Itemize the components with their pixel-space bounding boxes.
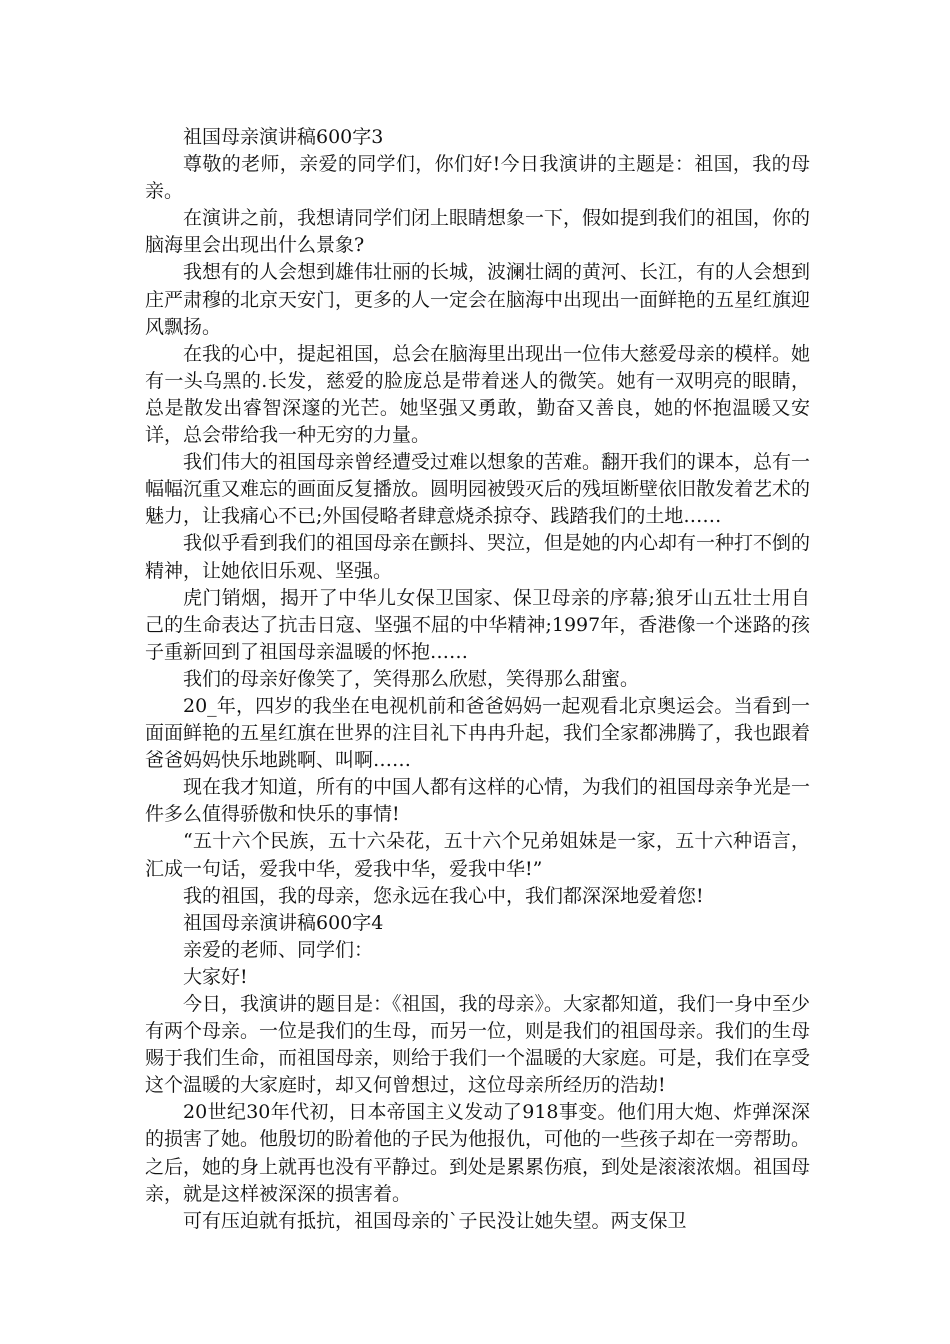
paragraph: 20世纪30年代初，日本帝国主义发动了918事变。他们用大炮、炸弹深深的损害了她。他殷切的盼着他的子民为他报仇，可他的一些孩子却在一旁帮助。之后，她的身上就再也没有平静过。到处是累累伤痕，到处是滚滚浓烟。祖国母亲，就是这样被深深的损害着。	[145, 1101, 811, 1205]
paragraph: 我似乎看到我们的祖国母亲在颤抖、哭泣，但是她的内心却有一种打不倒的精神，让她依旧乐观、坚强。	[145, 532, 811, 582]
paragraph: 20_年，四岁的我坐在电视机前和爸爸妈妈一起观看北京奥运会。当看到一面面鲜艳的五星红旗在世界的注目礼下冉冉升起，我们全家都沸腾了，我也跟着爸爸妈妈快乐地跳啊、叫啊……	[145, 694, 811, 772]
paragraph: 尊敬的老师，亲爱的同学们，你们好!今日我演讲的主题是：祖国，我的母亲。	[145, 153, 810, 203]
paragraph: “五十六个民族，五十六朵花，五十六个兄弟姐妹是一家，五十六种语言，汇成一句话，爱我中华，爱我中华，爱我中华!”	[145, 830, 810, 880]
paragraph: 我们的母亲好像笑了，笑得那么欣慰，笑得那么甜蜜。	[183, 667, 640, 690]
paragraph: 虎门销烟，揭开了中华儿女保卫国家、保卫母亲的序幕;狼牙山五壮士用自己的生命表达了抗击日寇、坚强不屈的中华精神;1997年，香港像一个迷路的孩子重新回到了祖国母亲温暖的怀抱……	[145, 586, 810, 663]
paragraph: 亲爱的老师、同学们：	[183, 938, 374, 961]
paragraph: 大家好!	[183, 965, 248, 988]
paragraph: 在演讲之前，我想请同学们闭上眼睛想象一下，假如提到我们的祖国，你的脑海里会出现出什么景象?	[145, 207, 811, 257]
paragraph: 我们伟大的祖国母亲曾经遭受过难以想象的苦难。翻开我们的课本，总有一幅幅沉重又难忘的画面反复播放。圆明园被毁灭后的残垣断壁依旧散发着艺术的魅力，让我痛心不已;外国侵略者肆意烧杀掠夺、践踏我们的土地……	[145, 451, 811, 528]
paragraph: 我想有的人会想到雄伟壮丽的长城，波澜壮阔的黄河、长江，有的人会想到庄严肃穆的北京天安门，更多的人一定会在脑海中出现出一面鲜艳的五星红旗迎风飘扬。	[145, 261, 811, 338]
paragraph: 可有压迫就有抵抗，祖国母亲的`子民没让她失望。两支保卫	[183, 1209, 687, 1232]
section-heading: 祖国母亲演讲稿600字4	[183, 911, 384, 934]
section-heading: 祖国母亲演讲稿600字3	[183, 126, 384, 148]
paragraph: 在我的心中，提起祖国，总会在脑海里出现出一位伟大慈爱母亲的模样。她有一头乌黑的.长发，慈爱的脸庞总是带着迷人的微笑。她有一双明亮的眼睛，总是散发出睿智深邃的光芒。她坚强又勇敢，勤奋又善良，她的怀抱温暖又安详，总会带给我一种无穷的力量。	[145, 342, 811, 447]
paragraph: 我的祖国，我的母亲，您永远在我心中，我们都深深地爱着您!	[183, 884, 704, 907]
paragraph: 今日，我演讲的题目是：《祖国，我的母亲》。大家都知道，我们一身中至少有两个母亲。一位是我们的生母，而另一位，则是我们的祖国母亲。我们的生母赐于我们生命，而祖国母亲，则给于我们一个温暖的大家庭。可是，我们在享受这个温暖的大家庭时，却又何曾想过，这位母亲所经历的浩劫!	[145, 993, 811, 1097]
paragraph: 现在我才知道，所有的中国人都有这样的心情，为我们的祖国母亲争光是一件多么值得骄傲和快乐的事情!	[145, 776, 811, 826]
document-body	[145, 124, 810, 1235]
